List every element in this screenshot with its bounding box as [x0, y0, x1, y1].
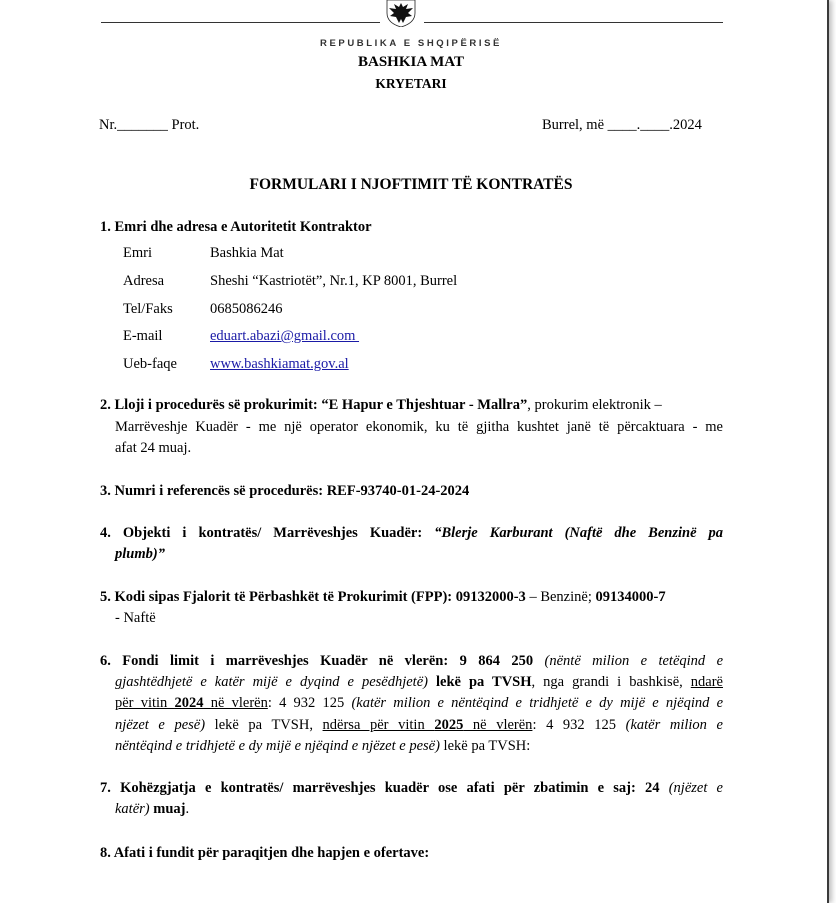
fund-limit-heading: 6. Fondi limit i marrëveshjes Kuadër në vlerën: [100, 653, 460, 669]
fpp-code-1-desc: – Benzinë; [525, 589, 596, 605]
split-text: ndarë [690, 674, 723, 690]
value-2025-words-end: nëntëqind e tridhjetë e dy mijë e njëqind e njëzet e pesë) [115, 738, 440, 754]
fund-limit-words: (nëntë milion e tetëqind e [533, 653, 724, 669]
section-4-line-2: plumb)” [115, 546, 165, 562]
duration-words-end: katër) [115, 801, 150, 817]
s4-word: (Naftë [564, 525, 603, 541]
s4-word: Karburant [489, 525, 553, 541]
section-8-heading: 8. Afati i fundit për paraqitjen dhe hapjen e ofertave: [100, 845, 430, 861]
year-2024: 2024 [174, 695, 204, 711]
fund-limit-value: 9 864 250 [459, 653, 534, 669]
section-6-line-3 [115, 695, 723, 712]
s4-word: dhe [614, 525, 637, 541]
s4-word: Kuadër: [369, 525, 423, 541]
header-rule-right [424, 22, 723, 23]
section-6-line-5 [115, 738, 723, 755]
year-label: për vitin [115, 695, 175, 711]
s4-word: Marrëveshjes [273, 525, 358, 541]
website-link[interactable]: www.bashkiamat.gov.al [210, 356, 349, 372]
duration-heading: 7. Kohëzgjatja e kontratës/ marrëveshjes kuadër ose afati për zbatimin e saj: 24 [100, 780, 669, 796]
name-label: Emri [123, 245, 152, 261]
municipality-name: BASHKIA MAT [358, 54, 464, 70]
phone-value: 0685086246 [210, 301, 283, 317]
s4-word: Objekti [122, 525, 171, 541]
value-2024-words-end: njëzet e pesë) [115, 717, 206, 733]
months-label: muaj [149, 801, 186, 817]
phone-label: Tel/Faks [123, 301, 173, 317]
s4-word: pa [708, 525, 723, 541]
year-2025: 2025 [434, 717, 464, 733]
republic-label: REPUBLIKA E SHQIPËRISË [320, 38, 502, 49]
eagle-emblem-icon [386, 0, 416, 27]
s4-word: kontratës/ [198, 525, 262, 541]
value-label: në vlerën [203, 695, 268, 711]
year-2025-label: ndërsa për vitin [322, 717, 435, 733]
email-label: E-mail [123, 328, 163, 344]
value-2025: : 4 932 125 [532, 717, 626, 733]
fpp-code-2: 09134000-7 [595, 589, 666, 605]
value-2025-words: (katër milion e [625, 717, 723, 733]
document-title: FORMULARI I NJOFTIMIT TË KONTRATËS [249, 176, 573, 193]
website-label: Ueb-faqe [123, 356, 177, 372]
value-label-2025: në vlerën [463, 717, 533, 733]
section-5-line-1 [100, 589, 723, 606]
address-label: Adresa [123, 273, 165, 289]
place-date: Burrel, më ____.____.2024 [542, 117, 702, 133]
protocol-number: Nr._______ Prot. [99, 117, 200, 133]
vat-text: lekë pa TVSH, [205, 717, 323, 733]
section-1-heading: 1. Emri dhe adresa e Autoritetit Kontraktor [100, 219, 372, 235]
section-2-text: , prokurim elektronik – [527, 397, 662, 413]
name-value: Bashkia Mat [210, 245, 284, 261]
section-2-line-2: Marrëveshje Kuadër - me një operator ekonomik, ku të gjitha kushtet janë të përcaktuara - me [115, 419, 723, 435]
section-2-line-1 [100, 397, 662, 414]
s4-word: 4. [100, 525, 111, 541]
s4-word: “Blerje [434, 525, 478, 541]
fpp-code-heading: 5. Kodi sipas Fjalorit të Përbashkët të Prokurimit (FPP): 09132000-3 [100, 589, 526, 605]
vat-note: lekë pa TVSH [427, 674, 532, 690]
section-6-line-4 [115, 717, 723, 734]
value-2024: : 4 932 125 [267, 695, 352, 711]
duration-words: (njëzet e [668, 780, 723, 796]
section-3-reference: 3. Numri i referencës së procedurës: REF-93740-01-24-2024 [100, 483, 470, 499]
email-link[interactable]: eduart.abazi@gmail.com [210, 328, 360, 344]
section-7-line-1 [100, 780, 723, 797]
office-name: KRYETARI [375, 76, 447, 91]
fund-words-cont: gjashtëdhjetë e katër mijë e dyqind e pesëdhjetë) [115, 674, 428, 690]
section-7-line-2 [115, 801, 723, 818]
section-6-line-2 [115, 674, 723, 691]
value-2024-words: (katër milion e nëntëqind e tridhjetë e dy mijë e njëqind e [351, 695, 724, 711]
s4-word: Benzinë [648, 525, 697, 541]
header-rule-left [101, 22, 380, 23]
vat-text-end: lekë pa TVSH: [439, 738, 531, 754]
period: . [185, 801, 190, 817]
section-6-line-1 [100, 653, 723, 670]
section-2-heading: 2. Lloji i procedurës së prokurimit: [100, 397, 322, 413]
address-value: Sheshi “Kastriotët”, Nr.1, KP 8001, Burrel [210, 273, 458, 289]
grant-text: , nga grandi i bashkisë, [531, 674, 691, 690]
section-4-line-1 [100, 525, 723, 542]
section-2-line-3: afat 24 muaj. [115, 440, 192, 456]
section-5-line-2: - Naftë [115, 610, 156, 626]
s4-word: i [182, 525, 187, 541]
procedure-type: “E Hapur e Thjeshtuar - Mallra” [321, 397, 528, 413]
